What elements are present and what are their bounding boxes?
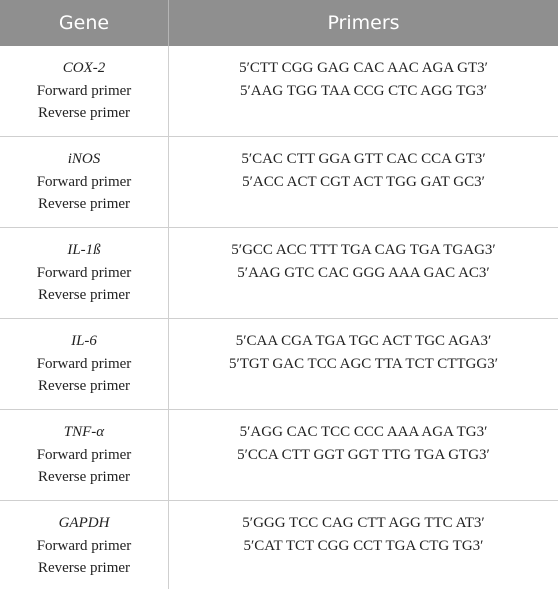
forward-primer-label: Forward primer (36, 82, 132, 99)
table-header (0, 0, 558, 46)
primer-cell (169, 319, 558, 410)
gene-cell (0, 46, 169, 137)
primer-cell (169, 46, 558, 137)
reverse-primer-label: Reverse primer (37, 105, 131, 121)
reverse-primer-sequence: 5′AAG TGG TAA CCG CTC AGG TG3′ (239, 82, 488, 99)
gene-block (0, 46, 168, 125)
primer-block (169, 228, 558, 284)
reverse-primer-sequence: 5′CAT TCT CGG CCT TGA CTG TG3′ (243, 537, 484, 554)
primer-cell (169, 228, 558, 319)
gene-name: IL-6 (71, 333, 97, 349)
gene-block (0, 501, 168, 580)
forward-primer-label: Forward primer (36, 173, 132, 190)
reverse-primer-label: Reverse primer (37, 287, 131, 303)
reverse-primer-label: Reverse primer (37, 469, 131, 485)
reverse-primer-label: Reverse primer (37, 196, 131, 212)
forward-primer-sequence: 5′CAA CGA TGA TGC ACT TGC AGA3′ (235, 333, 492, 349)
primer-cell (169, 501, 558, 589)
table-row (0, 319, 558, 410)
gene-cell (0, 410, 169, 501)
gene-name: GAPDH (58, 515, 110, 531)
column-header-gene: Gene (0, 0, 169, 46)
reverse-primer-label: Reverse primer (37, 560, 131, 576)
gene-block (0, 228, 168, 307)
forward-primer-sequence: 5′GCC ACC TTT TGA CAG TGA TGAG3′ (231, 242, 496, 258)
table-row (0, 228, 558, 319)
forward-primer-label: Forward primer (36, 355, 132, 372)
primer-cell (169, 137, 558, 228)
reverse-primer-label: Reverse primer (37, 378, 131, 394)
gene-cell (0, 137, 169, 228)
forward-primer-label: Forward primer (36, 537, 132, 554)
column-header-primers: Primers (169, 0, 558, 46)
gene-cell (0, 319, 169, 410)
gene-block (0, 137, 168, 216)
gene-name: iNOS (67, 151, 101, 167)
forward-primer-sequence: 5′AGG CAC TCC CCC AAA AGA TG3′ (239, 424, 488, 440)
table-row (0, 46, 558, 137)
table-body (0, 46, 558, 589)
gene-cell (0, 228, 169, 319)
reverse-primer-sequence: 5′AAG GTC CAC GGG AAA GAC AC3′ (237, 264, 490, 281)
gene-block (0, 410, 168, 489)
forward-primer-sequence: 5′CAC CTT GGA GTT CAC CCA GT3′ (241, 151, 486, 167)
table-row (0, 137, 558, 228)
gene-block (0, 319, 168, 398)
reverse-primer-sequence: 5′TGT GAC TCC AGC TTA TCT CTTGG3′ (228, 355, 498, 372)
gene-cell (0, 501, 169, 589)
header-row (0, 0, 558, 46)
primer-block (169, 501, 558, 557)
forward-primer-sequence: 5′CTT CGG GAG CAC AAC AGA GT3′ (239, 60, 488, 76)
reverse-primer-sequence: 5′ACC ACT CGT ACT TGG GAT GC3′ (242, 173, 485, 190)
primer-block (169, 319, 558, 375)
primer-block (169, 410, 558, 466)
reverse-primer-sequence: 5′CCA CTT GGT GGT TTG TGA GTG3′ (237, 446, 490, 463)
forward-primer-label: Forward primer (36, 446, 132, 463)
gene-name: COX-2 (62, 60, 106, 76)
gene-name: TNF-α (63, 424, 105, 440)
primer-block (169, 137, 558, 193)
forward-primer-sequence: 5′GGG TCC CAG CTT AGG TTC AT3′ (242, 515, 485, 531)
primer-cell (169, 410, 558, 501)
table-row (0, 410, 558, 501)
table-row (0, 501, 558, 589)
gene-name: IL-1ß (67, 242, 101, 258)
forward-primer-label: Forward primer (36, 264, 132, 281)
primer-block (169, 46, 558, 102)
